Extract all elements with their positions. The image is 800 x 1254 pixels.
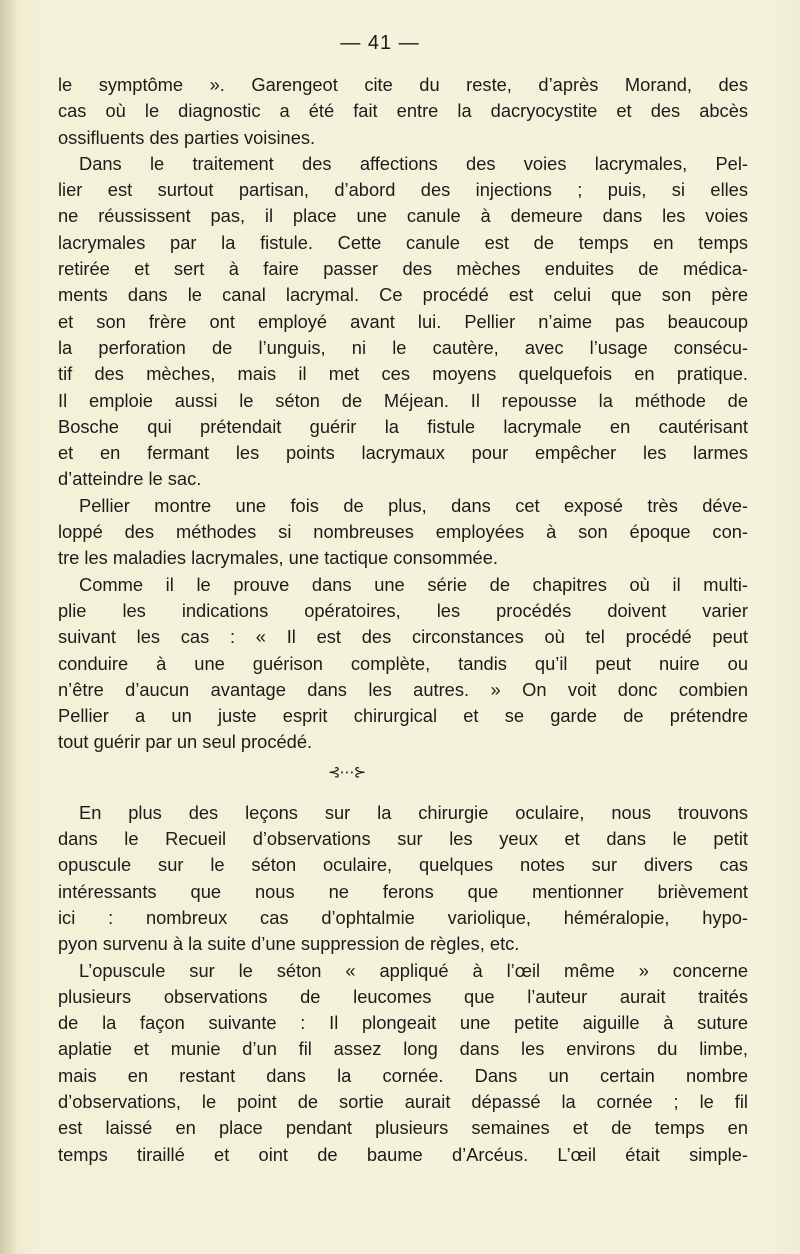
text-line: est laissé en place pendant plusieurs semaines et de temps en xyxy=(58,1117,748,1139)
text-line: Il emploie aussi le séton de Méjean. Il repousse la méthode de xyxy=(58,389,748,411)
text-line: lacrymales par la fistule. Cette canule est de temps en temps xyxy=(58,231,748,253)
text-line: ici : nombreux cas d’ophtalmie variolique, héméralopie, hypo- xyxy=(58,906,748,928)
text-line: Pellier a un juste esprit chirurgical et se garde de prétendre xyxy=(58,705,748,727)
body-text xyxy=(58,72,748,1168)
text-line: n’être d’aucun avantage dans les autres. » On voit donc combien xyxy=(58,678,748,700)
text-line: tout guérir par un seul procédé. xyxy=(58,731,313,753)
text-line: tif des mèches, mais il met ces moyens quelquefois en pratique. xyxy=(58,363,748,385)
text-line: ne réussissent pas, il place une canule à demeure dans les voies xyxy=(58,205,748,227)
text-line: tre les maladies lacrymales, une tactique consommée. xyxy=(58,547,498,569)
text-line: la perforation de l’unguis, ni le cautère, avec l’usage consécu- xyxy=(58,336,748,358)
text-line: temps tiraillé et oint de baume d’Arcéus. L’œil était simple- xyxy=(58,1143,748,1165)
text-line: et son frère ont employé avant lui. Pellier n’aime pas beaucoup xyxy=(58,310,748,332)
text-line: En plus des leçons sur la chirurgie oculaire, nous trouvons xyxy=(79,801,748,823)
text-line: dans le Recueil d’observations sur les yeux et dans le petit xyxy=(58,828,748,850)
text-line: Pellier montre une fois de plus, dans cet exposé très déve- xyxy=(79,494,748,516)
ornament-glyph: ⊰⋯⊱ xyxy=(328,763,366,781)
text-line: conduire à une guérison complète, tandis qu’il peut nuire ou xyxy=(58,652,748,674)
text-line: L’opuscule sur le séton « appliqué à l’œil même » concerne xyxy=(79,959,748,981)
text-line: et en fermant les points lacrymaux pour empêcher les larmes xyxy=(58,442,748,464)
text-line: plusieurs observations de leucomes que l’auteur aurait traités xyxy=(58,985,748,1007)
text-line: aplatie et munie d’un fil assez long dans les environs du limbe, xyxy=(58,1038,748,1060)
text-line: intéressants que nous ne ferons que mentionner brièvement xyxy=(58,880,748,902)
text-line: plie les indications opératoires, les procédés doivent varier xyxy=(58,599,748,621)
text-line: Bosche qui prétendait guérir la fistule lacrymale en cautérisant xyxy=(58,415,748,437)
text-line: lier est surtout partisan, d’abord des injections ; puis, si elles xyxy=(58,179,748,201)
binding-shadow xyxy=(0,0,18,1254)
text-line: ossifluents des parties voisines. xyxy=(58,126,316,148)
text-line: Dans le traitement des affections des voies lacrymales, Pel- xyxy=(79,152,748,174)
text-line: Comme il le prouve dans une série de chapitres où il multi- xyxy=(79,573,748,595)
text-line: le symptôme ». Garengeot cite du reste, d’après Morand, des xyxy=(58,74,748,95)
text-line: loppé des méthodes si nombreuses employées à son époque con- xyxy=(58,521,748,543)
text-line: d’atteindre le sac. xyxy=(58,468,202,490)
text-line: ments dans le canal lacrymal. Ce procédé est celui que son père xyxy=(58,284,748,306)
text-line: d’observations, le point de sortie aurait dépassé la cornée ; le fil xyxy=(58,1090,748,1112)
text-line: retirée et sert à faire passer des mèches enduites de médica- xyxy=(58,258,748,280)
text-line: pyon survenu à la suite d’une suppression de règles, etc. xyxy=(58,933,520,955)
page-number: — 41 — xyxy=(340,32,420,54)
text-line: mais en restant dans la cornée. Dans un certain nombre xyxy=(58,1064,748,1086)
section-ornament xyxy=(58,756,748,800)
text-line: de la façon suivante : Il plongeait une petite aiguille à suture xyxy=(58,1012,748,1034)
text-line: cas où le diagnostic a été fait entre la dacryocystite et des abcès xyxy=(58,100,748,122)
text-line: opuscule sur le séton oculaire, quelques notes sur divers cas xyxy=(58,854,748,876)
text-line: suivant les cas : « Il est des circonstances où tel procédé peut xyxy=(58,626,748,648)
